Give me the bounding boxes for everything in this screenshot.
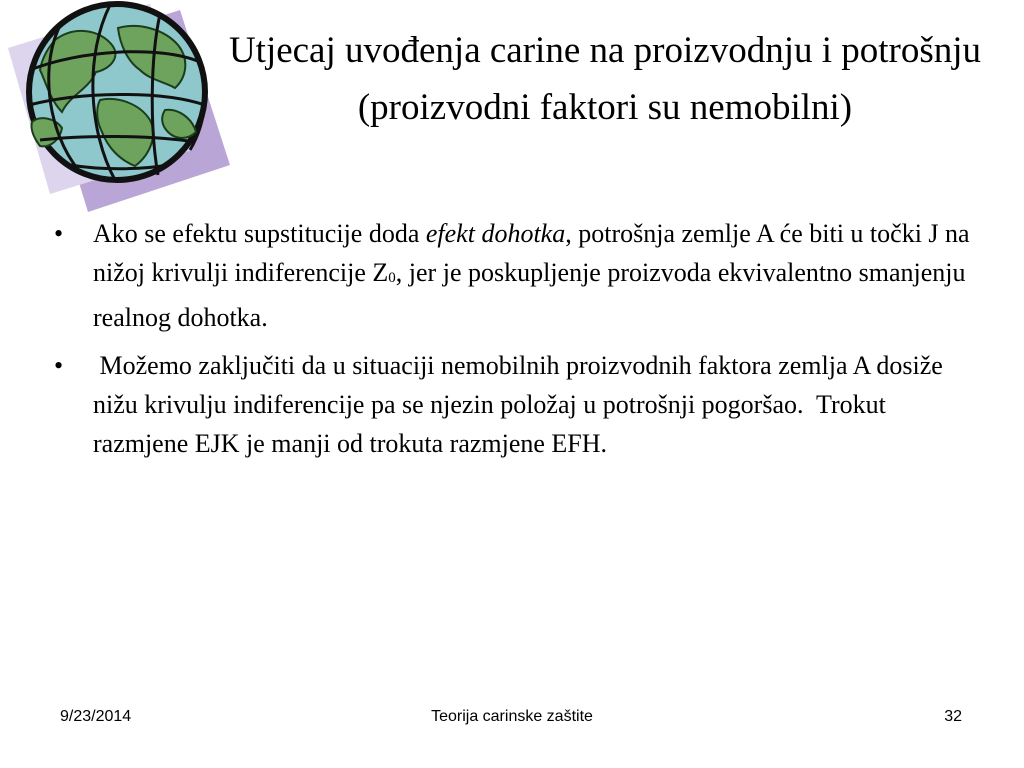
list-item [50,346,970,463]
bullet-marker: • [54,351,64,380]
globe-icon [0,0,240,215]
list-item [50,214,970,337]
bullet-marker: • [54,219,64,248]
page-title: Utjecaj uvođenja carine na proizvodnju i potrošnju (proizvodni faktori su nemobilni) [228,30,982,128]
page-number: 32 [944,708,962,725]
bullet-text-italic: efekt dohotka [425,219,566,248]
bullet-text: Možemo zaključiti da u situaciji nemobilnih proizvodnih faktora zemlja A dosiže nižu krivulju indiferencije pa se njezin položaj u potrošnji pogoršao. Trokut razmjene EJK je manji od trokuta razmjene EFH. [93,351,950,458]
footer-title: Teorija carinske zaštite [431,708,593,725]
bullet-list [50,214,970,472]
bullet-text-end: , jer je poskupljenje proizvoda ekvivalentno smanjenju realnog dohotka. [93,258,966,332]
bullet-text-middle: , potrošnja zemlje A će biti u točki J na nižoj krivulji indiferencije Z [93,219,970,287]
bullet-text-start: Ako se efektu supstitucije doda [93,219,426,248]
subscript-zero: 0 [388,270,396,286]
footer-date: 9/23/2014 [60,708,132,725]
